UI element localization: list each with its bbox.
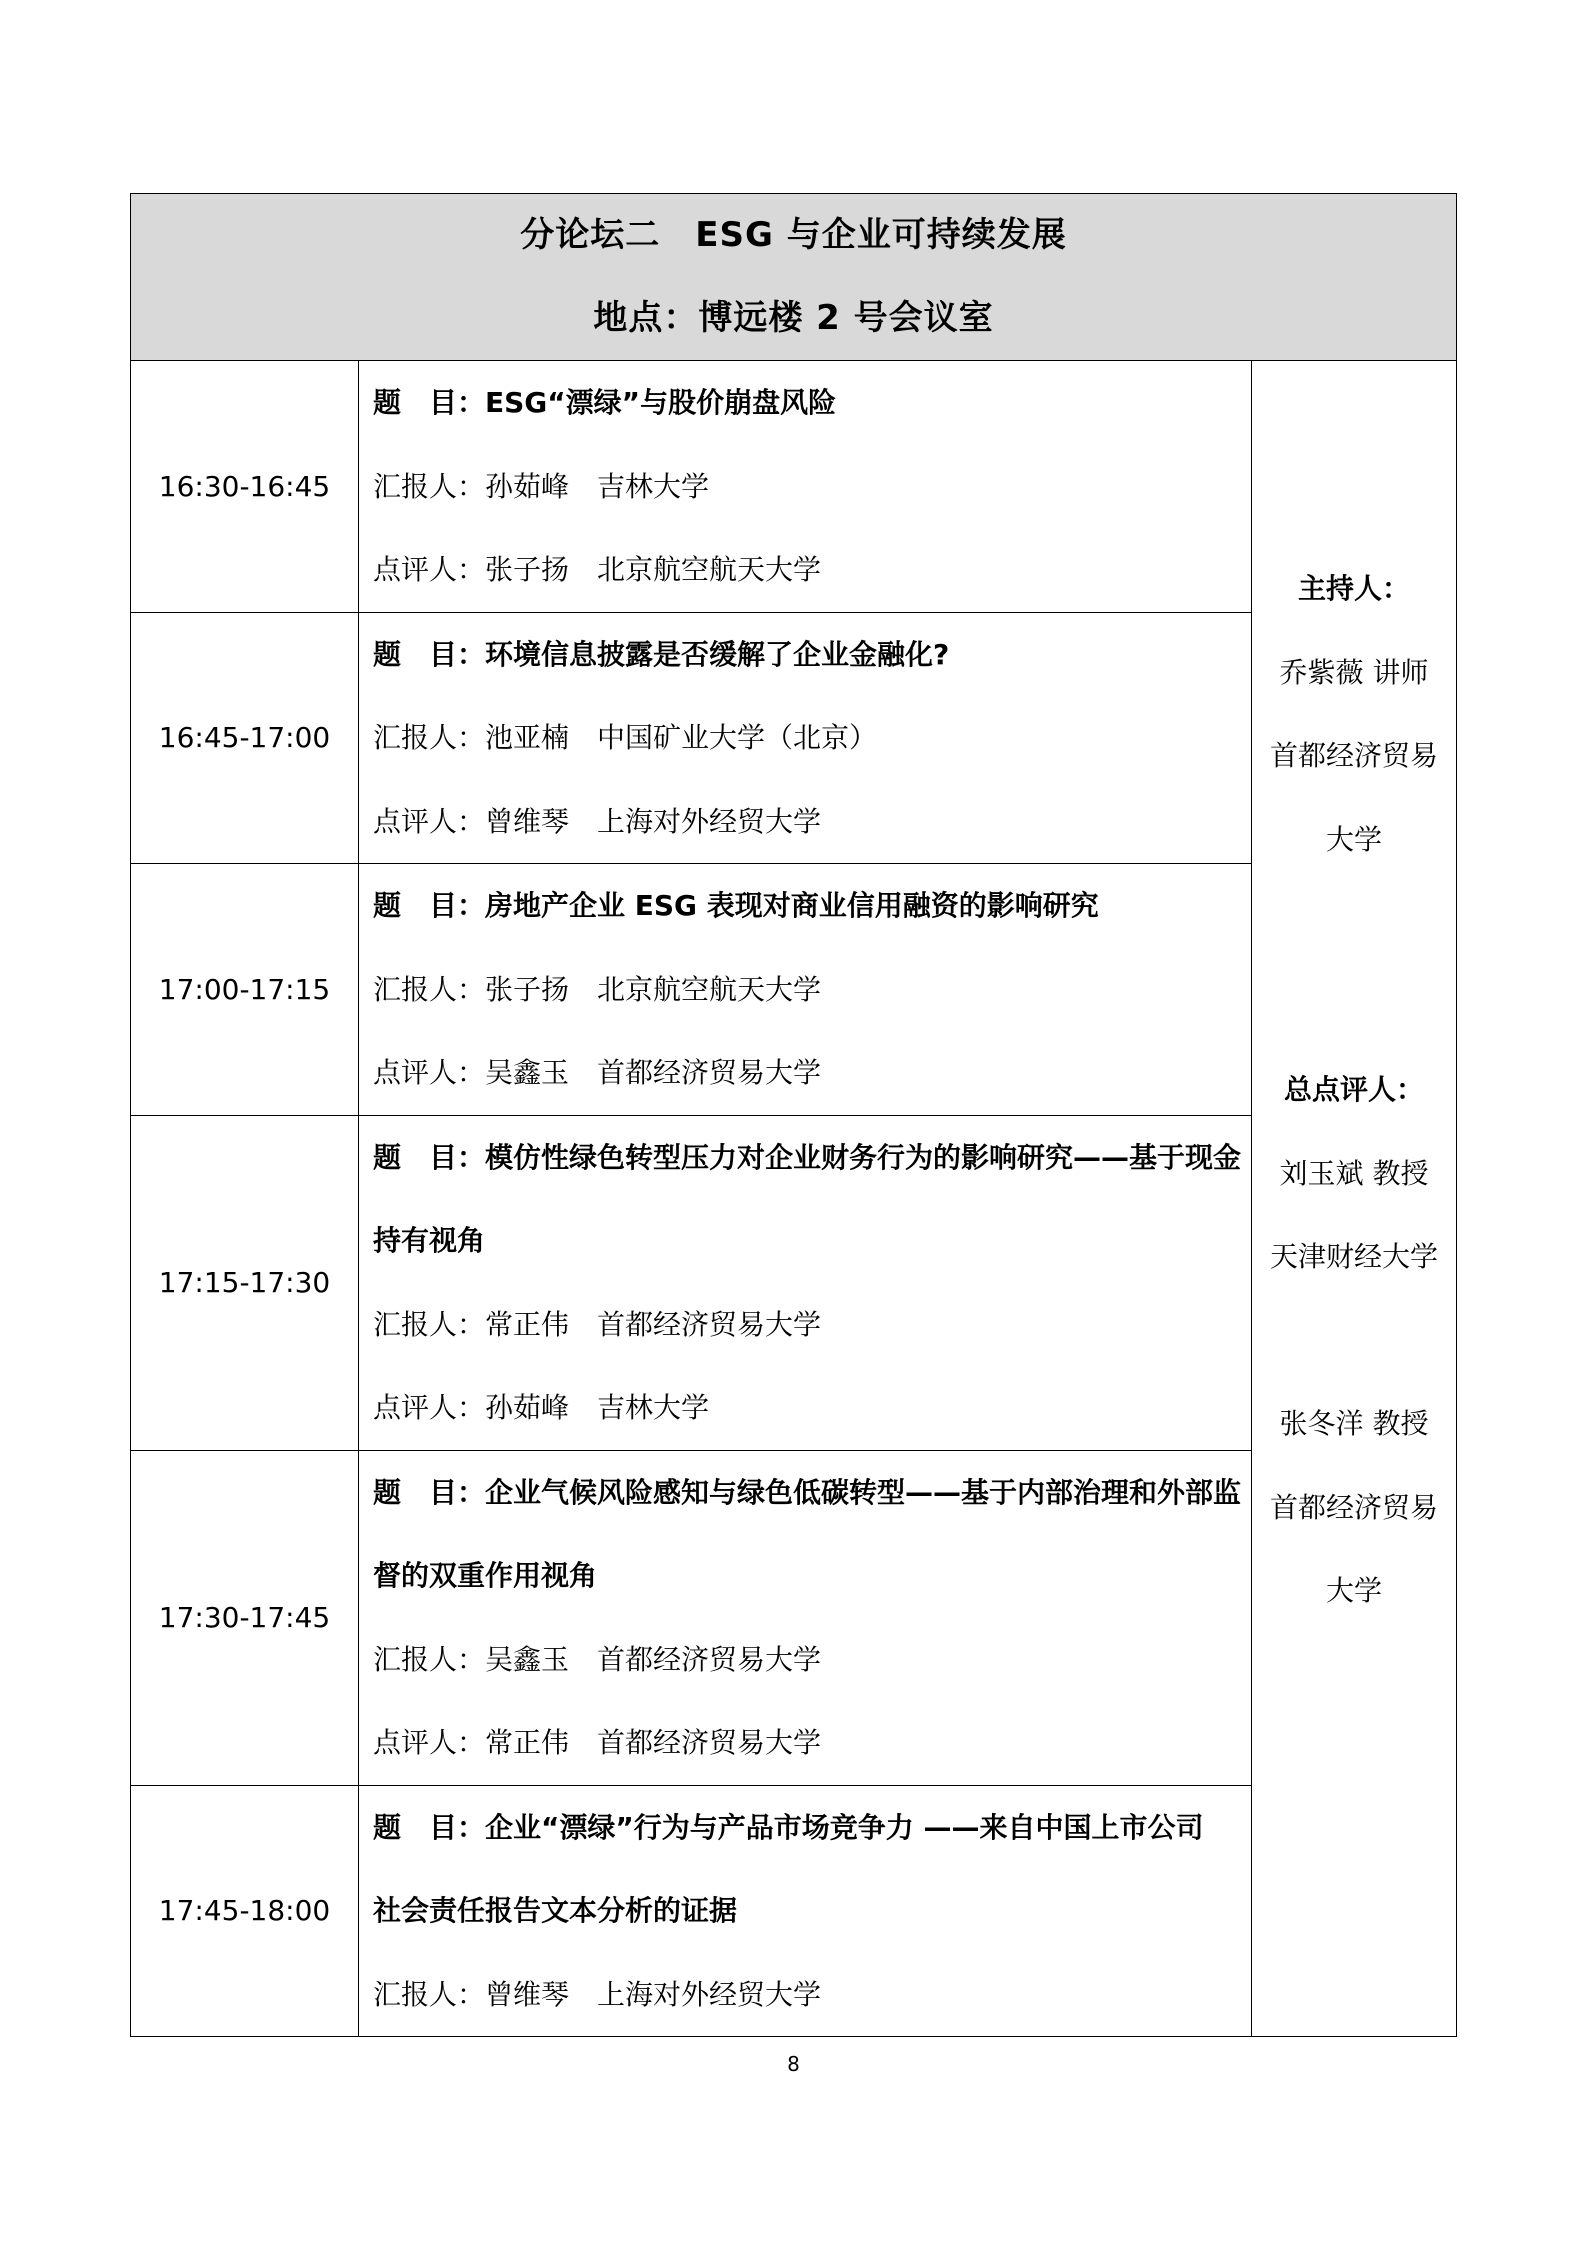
host-affiliation: 首都经济贸易 bbox=[1270, 739, 1439, 772]
session-presenter: 汇报人：张子扬 北京航空航天大学 bbox=[373, 972, 822, 1006]
session-time: 17:00-17:15 bbox=[131, 864, 359, 1116]
session-title: 社会责任报告文本分析的证据 bbox=[373, 1894, 738, 1927]
session-presenter: 汇报人：孙茹峰 吉林大学 bbox=[373, 469, 710, 503]
session-content bbox=[359, 864, 1252, 1116]
host-label: 主持人： bbox=[1298, 572, 1411, 605]
session-content bbox=[359, 361, 1252, 613]
forum-header-row bbox=[131, 194, 1457, 361]
session-content bbox=[359, 1450, 1252, 1785]
session-reviewer: 点评人：张子扬 北京航空航天大学 bbox=[373, 553, 822, 586]
session-reviewer: 点评人：孙茹峰 吉林大学 bbox=[373, 1391, 710, 1424]
session-time: 17:45-18:00 bbox=[131, 1785, 359, 2037]
session-title: 督的双重作用视角 bbox=[373, 1559, 598, 1592]
session-title: 题 目：环境信息披露是否缓解了企业金融化? bbox=[373, 637, 950, 671]
session-title: 题 目：企业气候风险感知与绿色低碳转型——基于内部治理和外部监 bbox=[373, 1475, 1242, 1509]
session-reviewer: 点评人：常正伟 首都经济贸易大学 bbox=[373, 1726, 822, 1759]
session-content bbox=[359, 612, 1252, 864]
session-time: 16:45-17:00 bbox=[131, 612, 359, 864]
agenda-table bbox=[130, 193, 1457, 2037]
session-reviewer: 点评人：吴鑫玉 首都经济贸易大学 bbox=[373, 1056, 822, 1089]
session-presenter: 汇报人：池亚楠 中国矿业大学（北京） bbox=[373, 721, 878, 754]
spacer bbox=[1252, 965, 1456, 1049]
session-content bbox=[359, 1785, 1252, 2037]
forum-location: 地点：博远楼 2 号会议室 bbox=[593, 298, 994, 338]
session-presenter: 汇报人：吴鑫玉 首都经济贸易大学 bbox=[373, 1642, 822, 1676]
commentator-affiliation: 大学 bbox=[1326, 1574, 1383, 1607]
session-title: 持有视角 bbox=[373, 1224, 486, 1257]
session-row bbox=[131, 361, 1457, 613]
host-panel bbox=[1252, 361, 1456, 1633]
session-title: 题 目：企业“漂绿”行为与产品市场竞争力 ——来自中国上市公司 bbox=[373, 1810, 1204, 1844]
session-title: 题 目：模仿性绿色转型压力对企业财务行为的影响研究——基于现金 bbox=[373, 1140, 1242, 1174]
session-time: 17:30-17:45 bbox=[131, 1450, 359, 1785]
forum-title: 分论坛二 ESG 与企业可持续发展 bbox=[520, 215, 1067, 255]
commentator-affiliation: 首都经济贸易 bbox=[1270, 1490, 1439, 1524]
host-top-gap bbox=[1252, 361, 1456, 547]
session-reviewer: 点评人：曾维琴 上海对外经贸大学 bbox=[373, 804, 822, 838]
session-title: 题 目：ESG“漂绿”与股价崩盘风险 bbox=[373, 386, 837, 419]
commentator-affiliation: 天津财经大学 bbox=[1270, 1240, 1439, 1273]
page-number: 8 bbox=[787, 2052, 800, 2076]
session-content bbox=[359, 1115, 1252, 1450]
commentator-name: 张冬洋 教授 bbox=[1279, 1407, 1429, 1440]
session-presenter: 汇报人：曾维琴 上海对外经贸大学 bbox=[373, 1977, 822, 2011]
spacer bbox=[1252, 1299, 1456, 1383]
session-presenter: 汇报人：常正伟 首都经济贸易大学 bbox=[373, 1307, 822, 1341]
commentator-name: 刘玉斌 教授 bbox=[1279, 1156, 1429, 1190]
session-title: 题 目：房地产企业 ESG 表现对商业信用融资的影响研究 bbox=[373, 889, 1099, 922]
session-time: 17:15-17:30 bbox=[131, 1115, 359, 1450]
host-affiliation: 大学 bbox=[1326, 822, 1383, 856]
host-name: 乔紫薇 讲师 bbox=[1279, 655, 1429, 689]
host-column bbox=[1252, 361, 1457, 2037]
forum-header bbox=[131, 194, 1457, 361]
commentator-label: 总点评人： bbox=[1284, 1073, 1425, 1106]
spacer bbox=[1252, 881, 1456, 965]
session-time: 16:30-16:45 bbox=[131, 361, 359, 613]
